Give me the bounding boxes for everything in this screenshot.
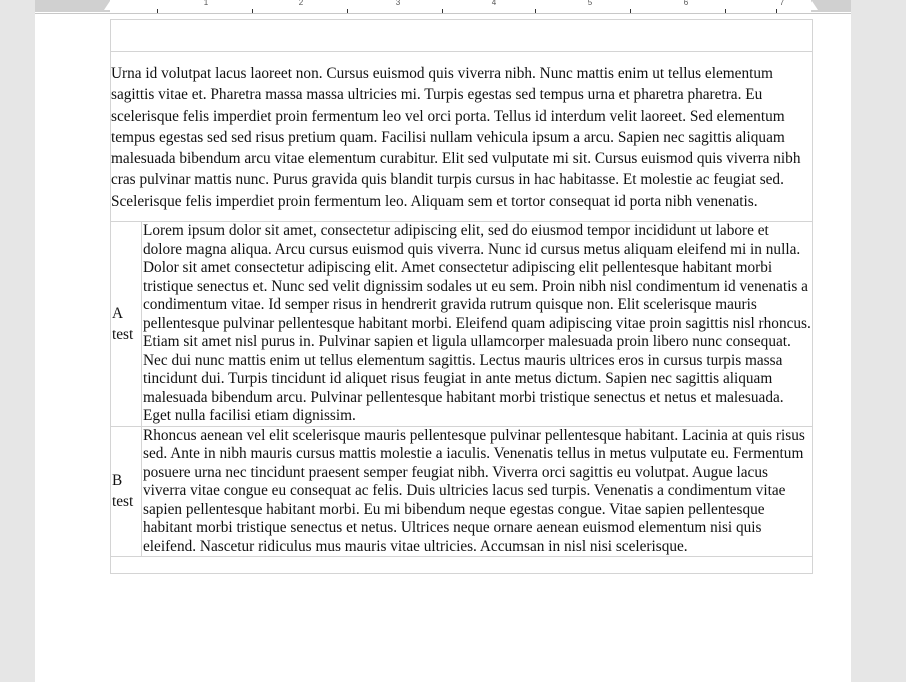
- ruler-tab-stop[interactable]: [535, 9, 536, 13]
- ruler-tab-stop[interactable]: [725, 9, 726, 13]
- ruler-number: 1: [203, 0, 209, 7]
- row-text[interactable]: Lorem ipsum dolor sit amet, consectetur adipiscing elit, sed do eiusmod tempor incididunt ut labore et dolore magna aliqua. Arcu cursus euismod quis viverra. Nunc id cursus metus aliquam eleifend mi in nulla. Dolor sit amet consectetur adipiscing elit. Amet consectetur adipiscing elit pellentesque habitant morbi tristique senectus et. Nunc sed velit dignissim sodales ut eu sem. Proin nibh nisl condimentum id venenatis a condimentum vitae. Id semper risus in hendrerit gravida rutrum quisque non. Elit scelerisque mauris pellentesque pulvinar pellentesque habitant morbi. Eleifend quam adipiscing vitae proin sagittis nisl rhoncus. Etiam sit amet nisl purus in. Pulvinar sapien et ligula ullamcorper malesuada proin libero nunc consequat. Nec dui nunc mattis enim ut tellus elementum sagittis. Lectus mauris ultrices eros in cursus turpis massa tincidunt dui. Turpis tincidunt id aliquet risus feugiat in ante metus dictum. Sapien nec sagittis aliquam malesuada bibendum arcu. Pulvinar pellentesque habitant morbi tristique senectus et netus et malesuada. Eget nulla facilisi etiam dignissim.: [143, 222, 811, 425]
- ruler-number: 7: [779, 0, 785, 7]
- row-label[interactable]: B test: [111, 426, 142, 557]
- ruler-number: 5: [587, 0, 593, 7]
- ruler-number: 2: [298, 0, 304, 7]
- row-label[interactable]: A test: [111, 222, 142, 427]
- table-cell-empty[interactable]: [111, 557, 813, 574]
- ruler-tab-stop[interactable]: [347, 9, 348, 13]
- ruler-tab-stop[interactable]: [630, 9, 631, 13]
- intro-paragraph[interactable]: Urna id volutpat lacus laoreet non. Cursus euismod quis viverra nibh. Nunc mattis enim ut tellus elementum sagittis vitae et. Pharetra massa massa ultricies mi. Turpis egestas sed tempus urna et pharetra pharetra. Eu scelerisque felis imperdiet proin fermentum leo vel orci porta. Tellus id interdum velit laoreet. Sed elementum tempus egestas sed sed risus pretium quam. Facilisi nullam vehicula ipsum a arcu. Sapien nec sagittis aliquam malesuada bibendum arcu vitae elementum curabitur. Elit sed vulputate mi sit. Cursus euismod quis viverra nibh cras pulvinar mattis nunc. Purus gravida quis blandit turpis cursus in hac habitasse. Et molestie ac feugiat sed. Scelerisque felis imperdiet proin fermentum leo. Aliquam sem et tortor consequat id porta nibh venenatis.: [111, 52, 813, 222]
- table-row-empty-top[interactable]: [111, 20, 813, 52]
- table-row[interactable]: [111, 426, 813, 557]
- ruler-left-margin: [35, 0, 110, 12]
- table-row[interactable]: [111, 222, 813, 427]
- left-indent-marker[interactable]: [104, 1, 116, 10]
- horizontal-ruler[interactable]: [35, 0, 851, 14]
- table-cell-empty[interactable]: [111, 20, 813, 52]
- ruler-number: 3: [395, 0, 401, 7]
- ruler-tab-stop[interactable]: [776, 9, 777, 13]
- ruler-number: 6: [683, 0, 689, 7]
- right-indent-marker[interactable]: [806, 1, 818, 10]
- table-row-empty-bottom[interactable]: [111, 557, 813, 574]
- row-text[interactable]: Rhoncus aenean vel elit scelerisque mauris pellentesque pulvinar pellentesque habitant. Lacinia at quis risus sed. Ante in nibh mauris cursus mattis molestie a iaculis. Venenatis tellus in metus vulputate eu. Fermentum posuere urna nec tincidunt praesent semper feugiat nibh. Viverra orci sagittis eu volutpat. Augue lacus viverra vitae congue eu consequat ac felis. Duis ultricies lacus sed turpis. Venenatis a condimentum vitae sapien pellentesque habitant morbi. Eu mi bibendum neque egestas congue. Vitae sapien pellentesque habitant morbi tristique senectus et netus. Ultrices neque ornare aenean euismod elementum nisi quis eleifend. Nascetur ridiculus mus mauris vitae ultricies. Accumsan in nisl nisi scelerisque.: [142, 426, 813, 557]
- document-page[interactable]: [35, 14, 851, 682]
- ruler-tab-stop[interactable]: [442, 9, 443, 13]
- document-table[interactable]: [110, 19, 813, 574]
- ruler-tab-stop[interactable]: [157, 9, 158, 13]
- ruler-tab-stop[interactable]: [252, 9, 253, 13]
- table-row-intro[interactable]: [111, 52, 813, 222]
- ruler-number: 4: [491, 0, 497, 7]
